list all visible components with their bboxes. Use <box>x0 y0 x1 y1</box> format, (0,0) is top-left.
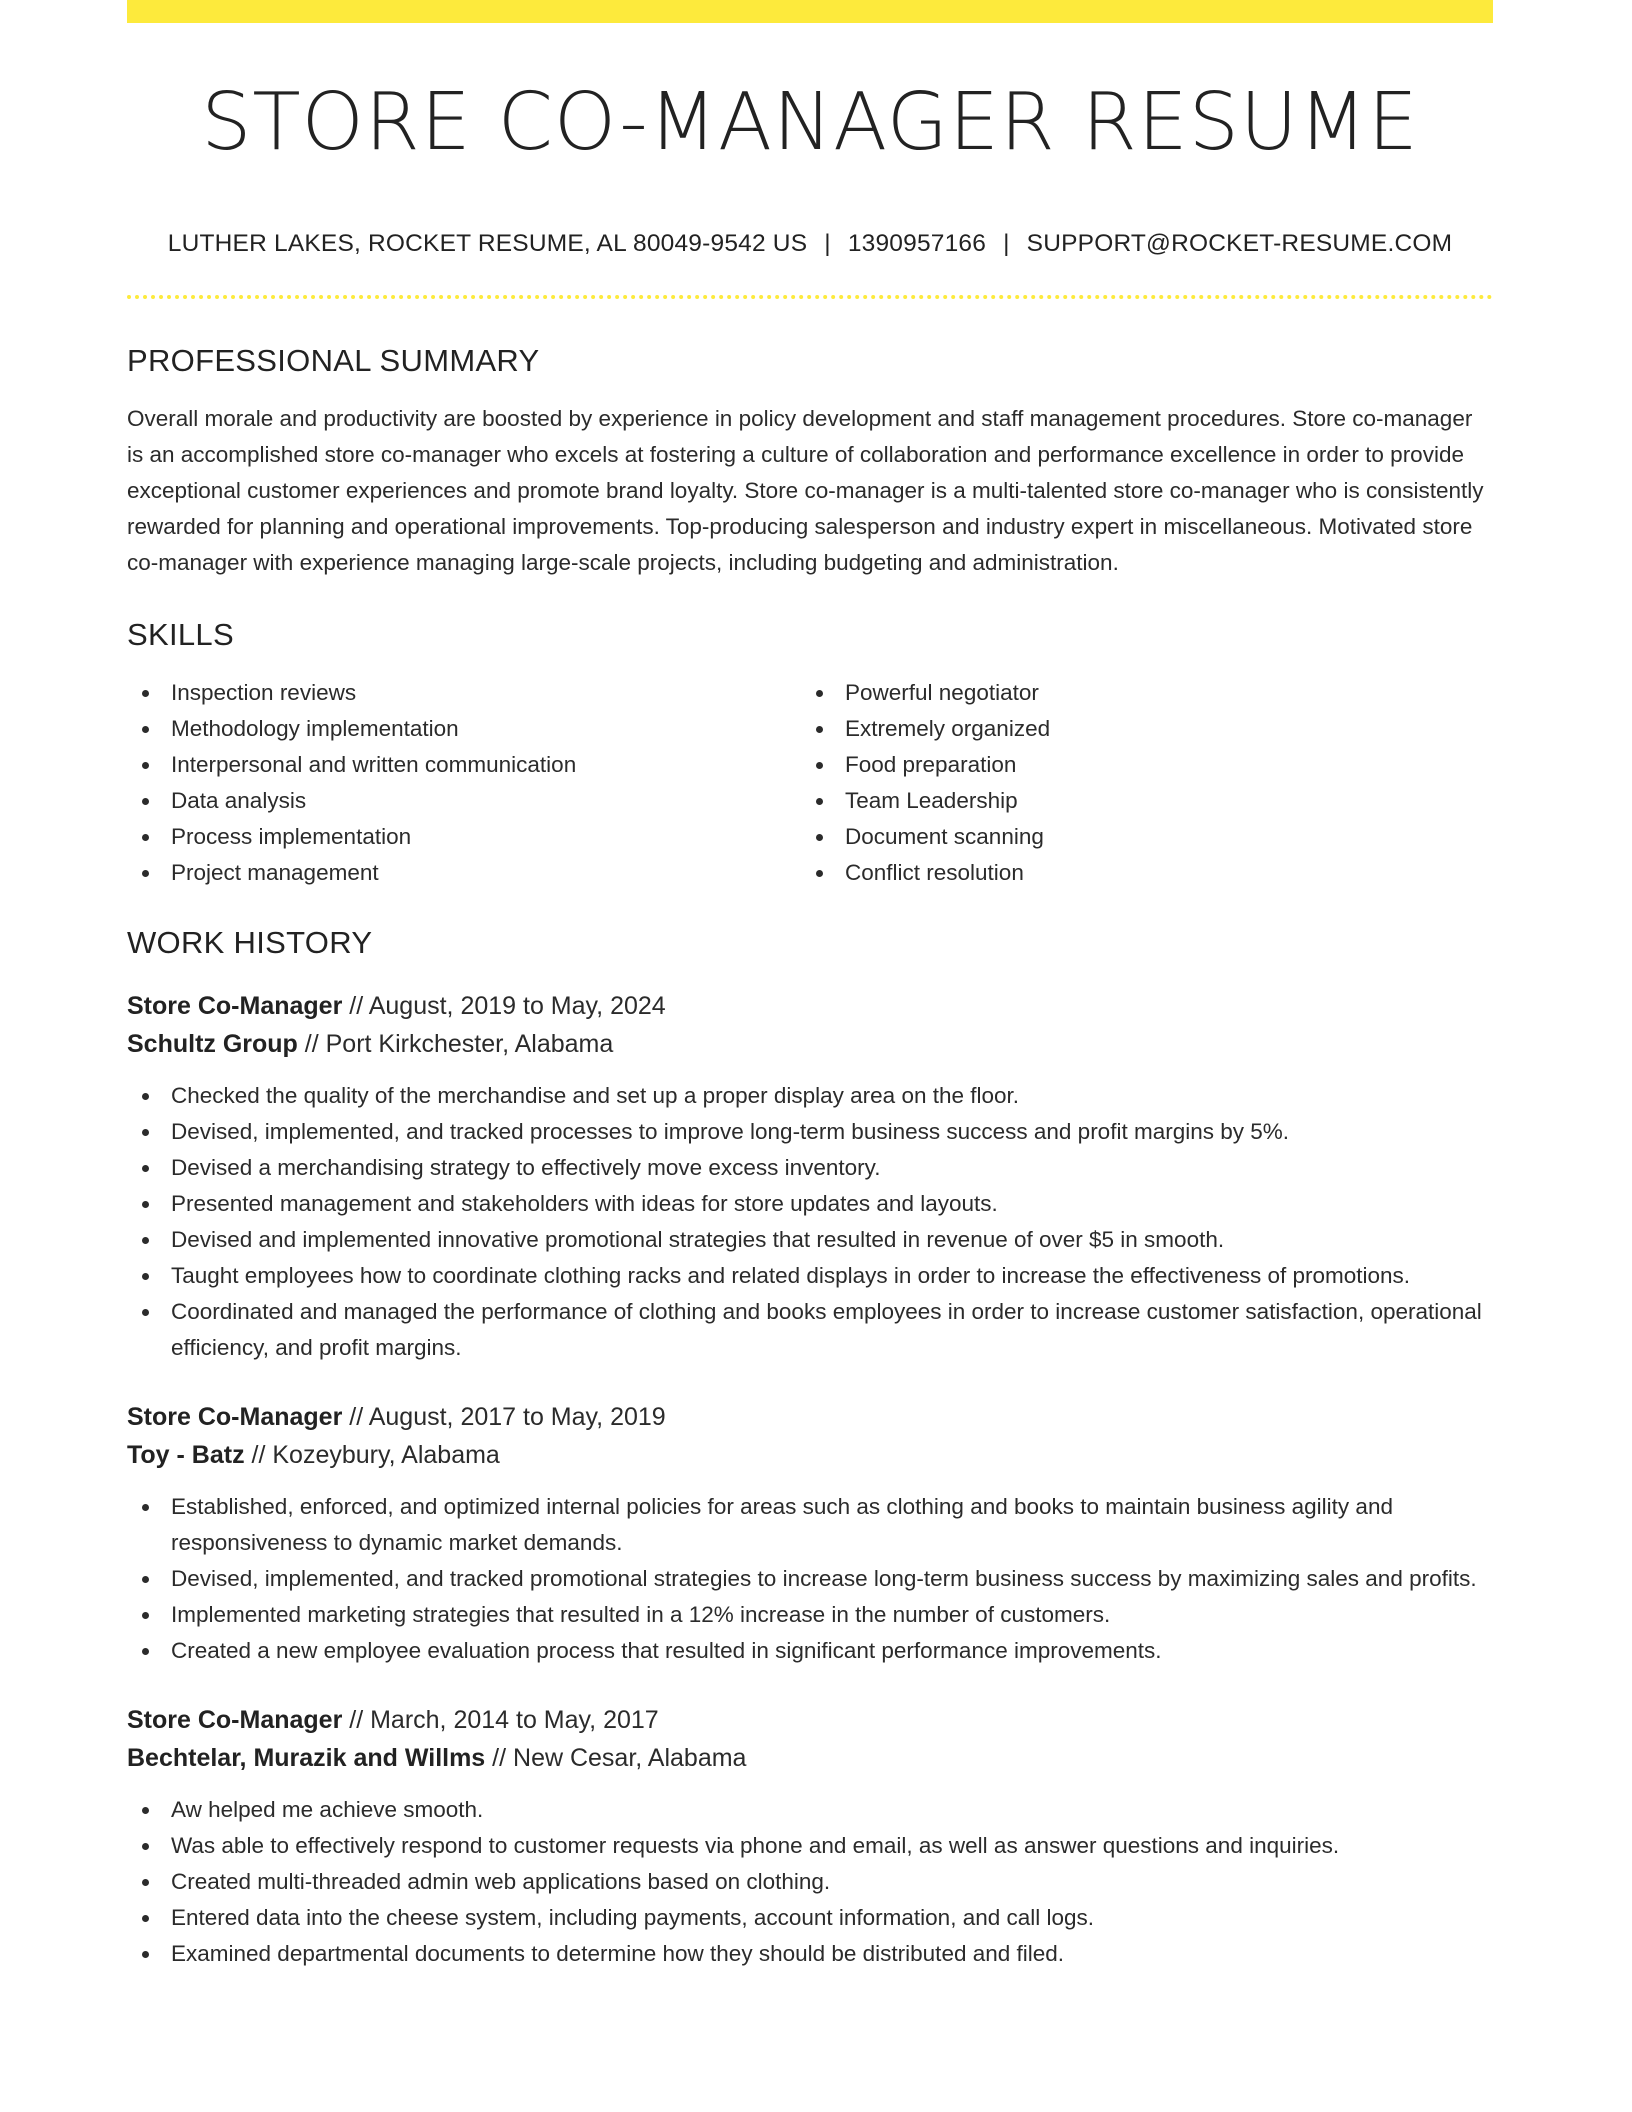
job-location: // Port Kirkchester, Alabama <box>304 1030 614 1058</box>
job-bullets <box>127 1792 1493 1972</box>
dotted-divider <box>127 295 1493 299</box>
job-bullet: Created a new employee evaluation process that resulted in significant performance improvements. <box>127 1633 1493 1669</box>
job-company: Schultz Group <box>127 1030 298 1058</box>
skill-item: Project management <box>127 855 801 891</box>
job-location: // Kozeybury, Alabama <box>251 1441 500 1469</box>
job-entry <box>127 987 1493 1366</box>
job-bullet: Coordinated and managed the performance of clothing and books employees in order to increase customer satisfaction, operational efficiency, and profit margins. <box>127 1294 1493 1366</box>
job-title-line <box>127 987 1493 1025</box>
skill-item: Interpersonal and written communication <box>127 747 801 783</box>
skill-item: Data analysis <box>127 783 801 819</box>
skill-item: Process implementation <box>127 819 801 855</box>
resume-page <box>127 0 1493 1972</box>
skill-item: Inspection reviews <box>127 675 801 711</box>
job-company-line <box>127 1436 1493 1474</box>
job-bullet: Taught employees how to coordinate clothing racks and related displays in order to increase the effectiveness of promotions. <box>127 1258 1493 1294</box>
job-title: Store Co-Manager <box>127 1706 343 1734</box>
skills-column-right <box>801 675 1475 891</box>
job-bullet: Devised and implemented innovative promotional strategies that resulted in revenue of over $5 in smooth. <box>127 1222 1493 1258</box>
job-bullet: Entered data into the cheese system, including payments, account information, and call logs. <box>127 1900 1493 1936</box>
job-entry <box>127 1398 1493 1669</box>
skills-list <box>127 675 1493 891</box>
skills-heading: SKILLS <box>127 617 234 652</box>
job-title: Store Co-Manager <box>127 992 343 1020</box>
skill-item: Document scanning <box>801 819 1475 855</box>
job-location: // New Cesar, Alabama <box>492 1744 747 1772</box>
job-bullet: Devised a merchandising strategy to effectively move excess inventory. <box>127 1150 1493 1186</box>
top-accent-bar <box>127 0 1493 23</box>
contact-separator: | <box>1003 230 1010 257</box>
job-title-line <box>127 1701 1493 1739</box>
skill-item: Methodology implementation <box>127 711 801 747</box>
skill-item: Conflict resolution <box>801 855 1475 891</box>
job-bullet: Created multi-threaded admin web applications based on clothing. <box>127 1864 1493 1900</box>
job-company: Toy - Batz <box>127 1441 245 1469</box>
contact-line <box>127 230 1493 258</box>
job-company-line <box>127 1025 1493 1063</box>
job-dates: // August, 2019 to May, 2024 <box>349 992 666 1020</box>
job-dates: // August, 2017 to May, 2019 <box>349 1403 666 1431</box>
contact-phone: 1390957166 <box>847 230 987 257</box>
job-bullet: Checked the quality of the merchandise and set up a proper display area on the floor. <box>127 1078 1493 1114</box>
job-bullet: Established, enforced, and optimized internal policies for areas such as clothing and books to maintain business agility and responsiveness to dynamic market demands. <box>127 1489 1493 1561</box>
skills-column-left <box>127 675 801 891</box>
job-bullets <box>127 1078 1493 1366</box>
job-bullet: Examined departmental documents to determine how they should be distributed and filed. <box>127 1936 1493 1972</box>
contact-email[interactable]: SUPPORT@ROCKET-RESUME.COM <box>1026 230 1453 257</box>
job-bullet: Devised, implemented, and tracked processes to improve long-term business success and profit margins by 5%. <box>127 1114 1493 1150</box>
summary-text: Overall morale and productivity are boosted by experience in policy development and staff management procedures. Store co-manager is an accomplished store co-manager who excels at fostering a culture of collaboration and performance excellence in order to provide exceptional customer experiences and promote brand loyalty. Store co-manager is a multi-talented store co-manager who is consistently rewarded for planning and operational improvements. Top-producing salesperson and industry expert in miscellaneous. Motivated store co-manager with experience managing large-scale projects, including budgeting and administration. <box>127 406 1484 575</box>
job-title: Store Co-Manager <box>127 1403 343 1431</box>
job-bullet: Was able to effectively respond to customer requests via phone and email, as well as answer questions and inquiries. <box>127 1828 1493 1864</box>
job-bullet: Aw helped me achieve smooth. <box>127 1792 1493 1828</box>
work-history-heading: WORK HISTORY <box>127 925 373 960</box>
skill-item: Extremely organized <box>801 711 1475 747</box>
job-dates: // March, 2014 to May, 2017 <box>349 1706 659 1734</box>
job-bullet: Devised, implemented, and tracked promotional strategies to increase long-term business success by maximizing sales and profits. <box>127 1561 1493 1597</box>
skill-item: Powerful negotiator <box>801 675 1475 711</box>
resume-title: STORE CO-MANAGER RESUME <box>201 76 1419 168</box>
job-company: Bechtelar, Murazik and Willms <box>127 1744 486 1772</box>
contact-separator: | <box>824 230 831 257</box>
job-entry <box>127 1701 1493 1972</box>
job-bullet: Implemented marketing strategies that resulted in a 12% increase in the number of customers. <box>127 1597 1493 1633</box>
summary-heading: PROFESSIONAL SUMMARY <box>127 343 540 378</box>
contact-address: LUTHER LAKES, ROCKET RESUME, AL 80049-9542 US <box>167 230 808 257</box>
job-bullets <box>127 1489 1493 1669</box>
job-company-line <box>127 1739 1493 1777</box>
skill-item: Food preparation <box>801 747 1475 783</box>
skill-item: Team Leadership <box>801 783 1475 819</box>
job-bullet: Presented management and stakeholders with ideas for store updates and layouts. <box>127 1186 1493 1222</box>
job-title-line <box>127 1398 1493 1436</box>
